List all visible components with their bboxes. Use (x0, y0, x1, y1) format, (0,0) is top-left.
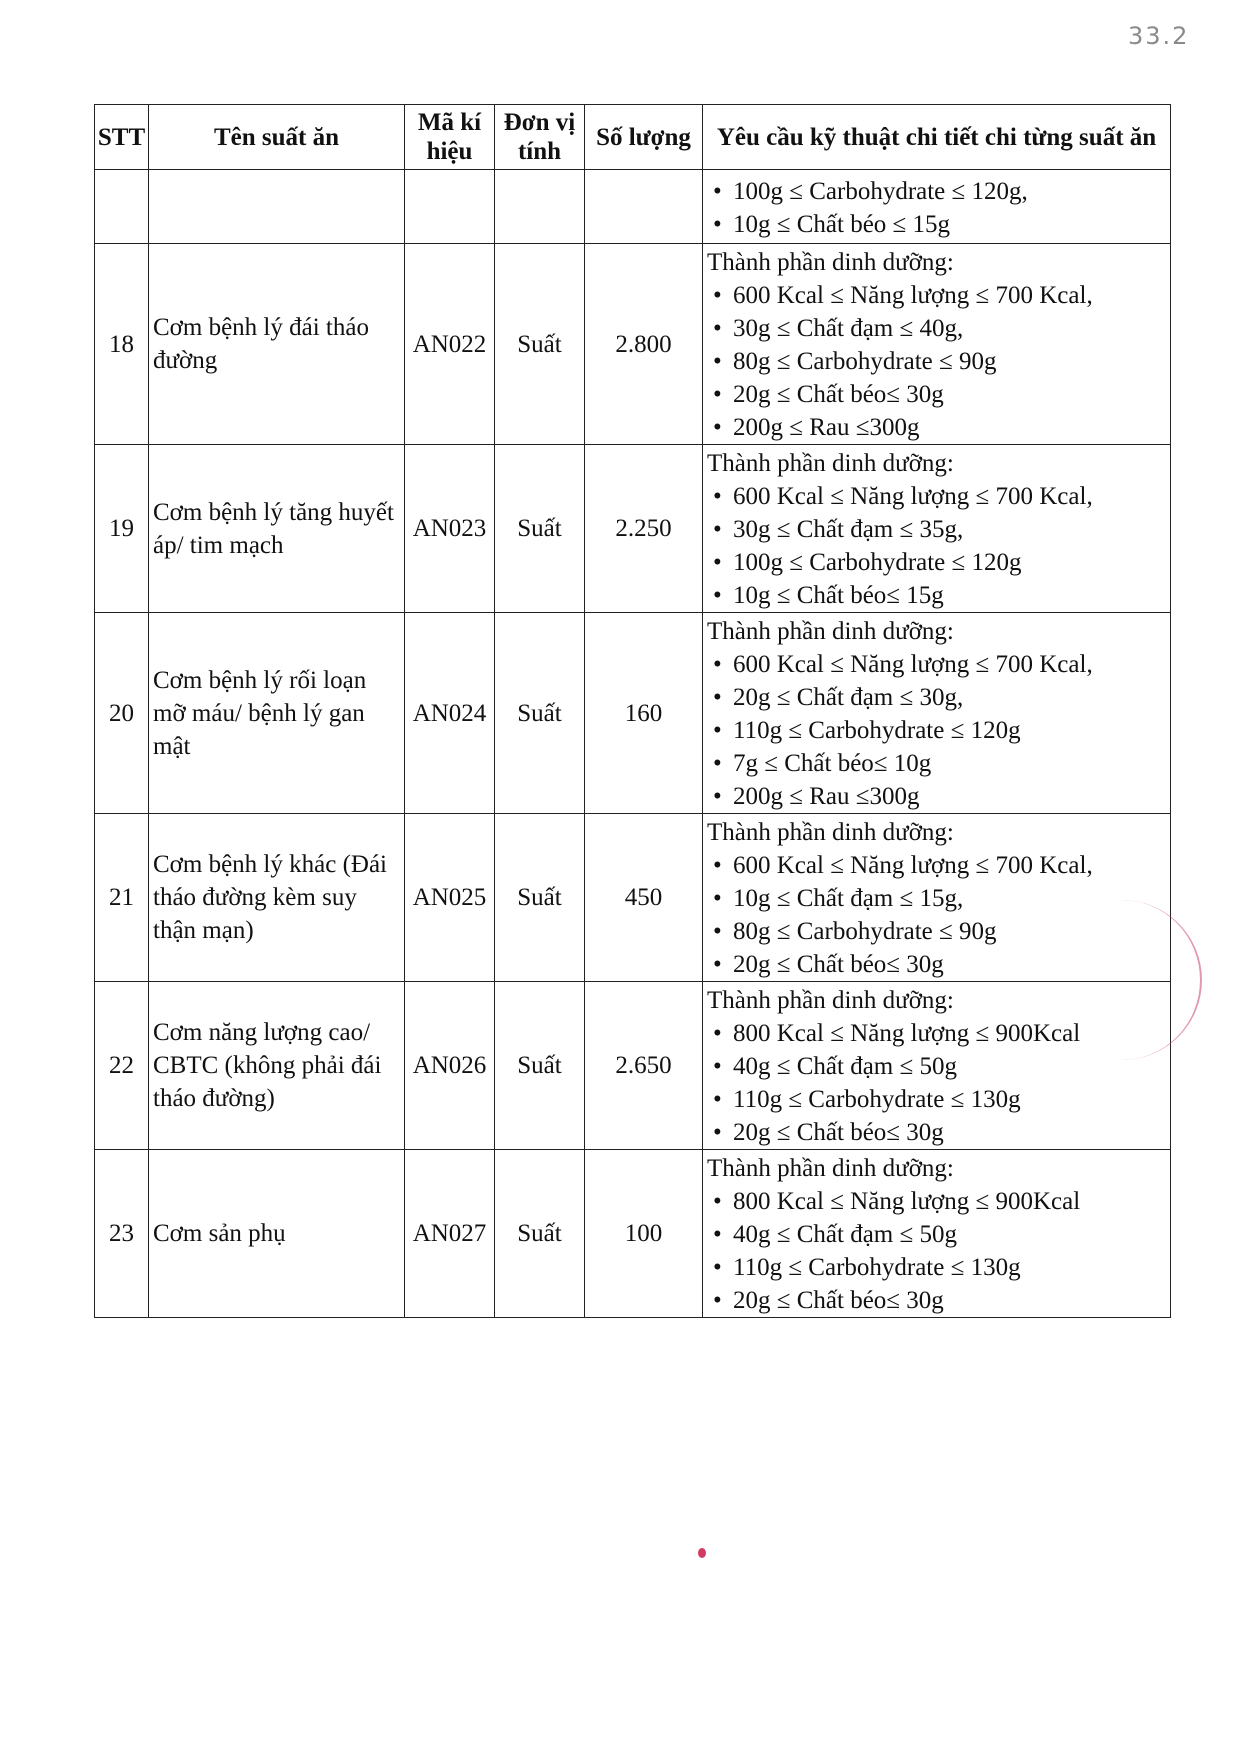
row-spec (703, 1150, 1171, 1318)
spec-item: • 7g ≤ Chất béo≤ 10g (707, 747, 1166, 780)
table-row (95, 814, 1171, 982)
header-spec: Yêu cầu kỹ thuật chi tiết chi từng suất ăn (703, 105, 1171, 170)
spec-item: • 20g ≤ Chất béo≤ 30g (707, 1284, 1166, 1317)
spec-item: • 100g ≤ Carbohydrate ≤ 120g, (707, 175, 1166, 208)
spec-heading: Thành phần dinh dưỡng: (707, 249, 954, 276)
row-code: AN027 (405, 1150, 495, 1318)
spec-item: • 80g ≤ Carbohydrate ≤ 90g (707, 345, 1166, 378)
row-stt (95, 170, 149, 244)
header-unit: Đơn vị tính (495, 105, 585, 170)
row-quantity: 450 (585, 814, 703, 982)
row-quantity: 100 (585, 1150, 703, 1318)
table-row (95, 1150, 1171, 1318)
spec-list (707, 1017, 1166, 1149)
ink-dot (698, 1548, 706, 1558)
row-unit: Suất (495, 613, 585, 814)
row-quantity: 2.800 (585, 244, 703, 445)
meal-spec-table (94, 104, 1171, 1318)
row-meal-name: Cơm bệnh lý tăng huyết áp/ tim mạch (149, 445, 405, 613)
spec-item: • 800 Kcal ≤ Năng lượng ≤ 900Kcal (707, 1185, 1166, 1218)
table-row (95, 170, 1171, 244)
row-stt: 19 (95, 445, 149, 613)
row-code: AN023 (405, 445, 495, 613)
spec-item: • 10g ≤ Chất béo ≤ 15g (707, 208, 1166, 241)
row-spec (703, 814, 1171, 982)
spec-item: • 40g ≤ Chất đạm ≤ 50g (707, 1050, 1166, 1083)
spec-list (707, 648, 1166, 813)
row-stt: 18 (95, 244, 149, 445)
row-unit: Suất (495, 244, 585, 445)
spec-heading: Thành phần dinh dưỡng: (707, 450, 954, 477)
table-row (95, 445, 1171, 613)
row-spec (703, 982, 1171, 1150)
row-spec (703, 244, 1171, 445)
row-code: AN022 (405, 244, 495, 445)
row-meal-name: Cơm bệnh lý rối loạn mỡ máu/ bệnh lý gan mật (149, 613, 405, 814)
spec-item: • 200g ≤ Rau ≤300g (707, 780, 1166, 813)
row-quantity: 2.250 (585, 445, 703, 613)
spec-heading: Thành phần dinh dưỡng: (707, 987, 954, 1014)
spec-heading: Thành phần dinh dưỡng: (707, 618, 954, 645)
row-stt: 22 (95, 982, 149, 1150)
spec-item: • 10g ≤ Chất béo≤ 15g (707, 579, 1166, 612)
spec-heading: Thành phần dinh dưỡng: (707, 1155, 954, 1182)
spec-item: • 30g ≤ Chất đạm ≤ 40g, (707, 312, 1166, 345)
row-meal-name: Cơm bệnh lý đái tháo đường (149, 244, 405, 445)
row-unit: Suất (495, 814, 585, 982)
row-meal-name: Cơm sản phụ (149, 1150, 405, 1318)
row-meal-name: Cơm bệnh lý khác (Đái tháo đường kèm suy thận mạn) (149, 814, 405, 982)
spec-item: • 200g ≤ Rau ≤300g (707, 411, 1166, 444)
table-header-row (95, 105, 1171, 170)
row-spec (703, 445, 1171, 613)
spec-item: • 110g ≤ Carbohydrate ≤ 130g (707, 1083, 1166, 1116)
spec-list (707, 480, 1166, 612)
spec-item: • 10g ≤ Chất đạm ≤ 15g, (707, 882, 1166, 915)
header-quantity: Số lượng (585, 105, 703, 170)
spec-item: • 110g ≤ Carbohydrate ≤ 120g (707, 714, 1166, 747)
table-row (95, 244, 1171, 445)
spec-list (707, 849, 1166, 981)
row-code: AN025 (405, 814, 495, 982)
row-code: AN024 (405, 613, 495, 814)
header-code: Mã kí hiệu (405, 105, 495, 170)
spec-item: • 110g ≤ Carbohydrate ≤ 130g (707, 1251, 1166, 1284)
row-stt: 20 (95, 613, 149, 814)
header-name: Tên suất ăn (149, 105, 405, 170)
spec-item: • 20g ≤ Chất béo≤ 30g (707, 948, 1166, 981)
row-unit (495, 170, 585, 244)
page-number: 33.2 (1128, 22, 1190, 50)
spec-item: • 40g ≤ Chất đạm ≤ 50g (707, 1218, 1166, 1251)
spec-item: • 600 Kcal ≤ Năng lượng ≤ 700 Kcal, (707, 648, 1166, 681)
row-quantity: 2.650 (585, 982, 703, 1150)
table-body (95, 170, 1171, 1318)
row-stt: 23 (95, 1150, 149, 1318)
row-spec (703, 613, 1171, 814)
spec-heading: Thành phần dinh dưỡng: (707, 819, 954, 846)
row-spec (703, 170, 1171, 244)
red-stamp (1104, 900, 1202, 1060)
spec-item: • 600 Kcal ≤ Năng lượng ≤ 700 Kcal, (707, 279, 1166, 312)
spec-item: • 20g ≤ Chất béo≤ 30g (707, 378, 1166, 411)
row-meal-name (149, 170, 405, 244)
table-row (95, 982, 1171, 1150)
spec-item: • 800 Kcal ≤ Năng lượng ≤ 900Kcal (707, 1017, 1166, 1050)
spec-list (707, 279, 1166, 444)
spec-list (707, 175, 1166, 241)
row-unit: Suất (495, 1150, 585, 1318)
row-stt: 21 (95, 814, 149, 982)
row-unit: Suất (495, 982, 585, 1150)
spec-item: • 100g ≤ Carbohydrate ≤ 120g (707, 546, 1166, 579)
spec-list (707, 1185, 1166, 1317)
row-meal-name: Cơm năng lượng cao/ CBTC (không phải đái tháo đường) (149, 982, 405, 1150)
spec-item: • 20g ≤ Chất đạm ≤ 30g, (707, 681, 1166, 714)
row-code (405, 170, 495, 244)
spec-item: • 30g ≤ Chất đạm ≤ 35g, (707, 513, 1166, 546)
spec-item: • 80g ≤ Carbohydrate ≤ 90g (707, 915, 1166, 948)
row-quantity: 160 (585, 613, 703, 814)
spec-item: • 20g ≤ Chất béo≤ 30g (707, 1116, 1166, 1149)
table-row (95, 613, 1171, 814)
spec-item: • 600 Kcal ≤ Năng lượng ≤ 700 Kcal, (707, 480, 1166, 513)
row-quantity (585, 170, 703, 244)
row-unit: Suất (495, 445, 585, 613)
spec-item: • 600 Kcal ≤ Năng lượng ≤ 700 Kcal, (707, 849, 1166, 882)
header-stt: STT (95, 105, 149, 170)
row-code: AN026 (405, 982, 495, 1150)
